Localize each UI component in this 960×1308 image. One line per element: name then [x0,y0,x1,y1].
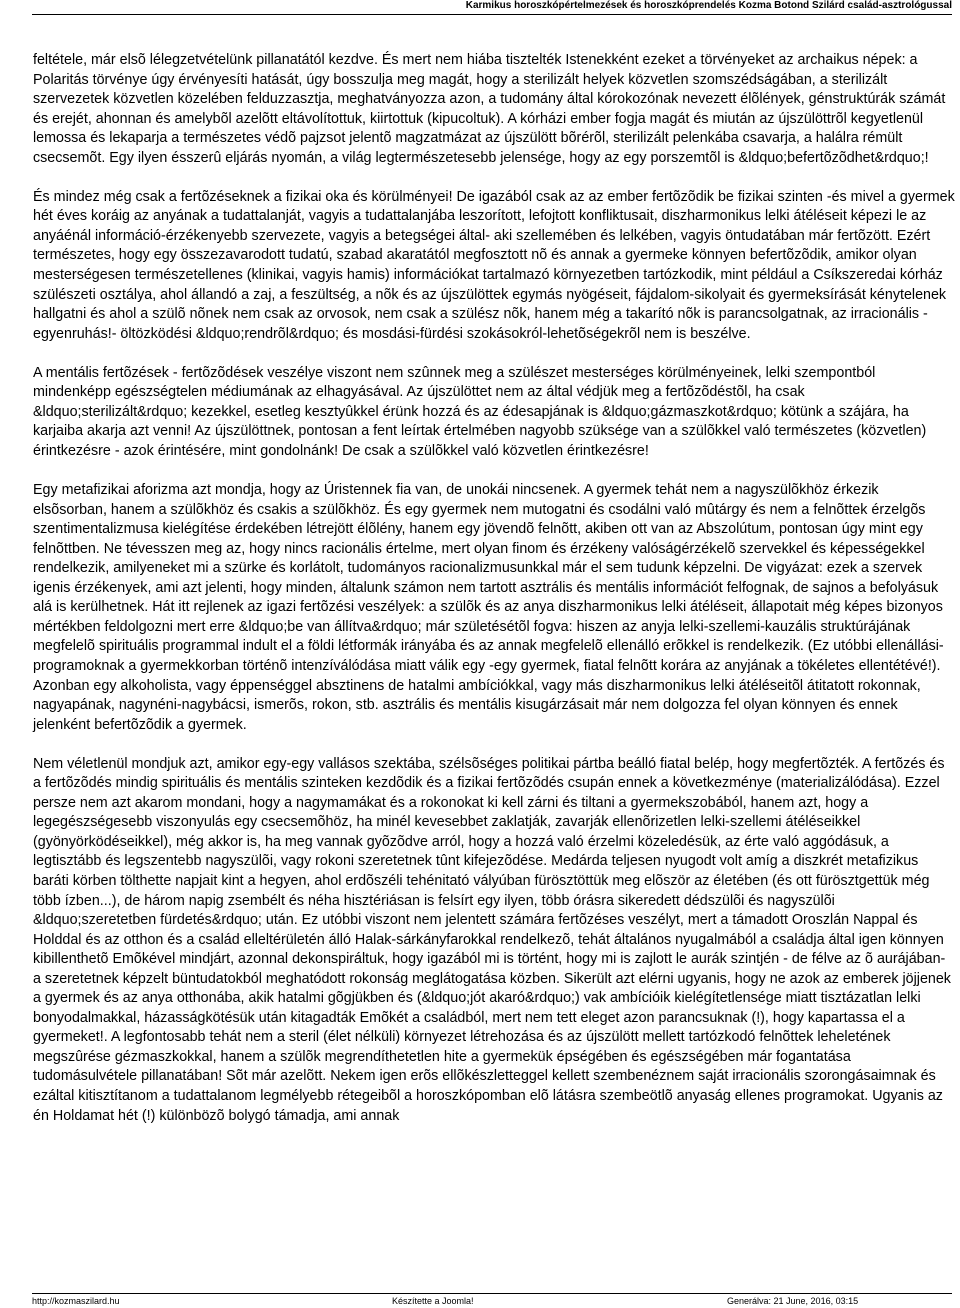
paragraph: És mindez még csak a fertõzéseknek a fizikai oka és körülményei! De igazából csak az az ember fertõzõdik be fizikai szinten -és mivel a gyermek hét éves koráig az anyának a tudattalanját, vagyis a tudattalanjába leszorított, lefojtott konfliktusait, diszharmonikus lelki átéléseit képezi le az anyáénál információ-érzékenyebb szervezete, vagyis a betegségei által- aki szellemében és lelkében, vagyis öntudatában már fertõzött. Ezért természetes, hogy egy összezavarodott tudatú, szabad akaratától megfosztott nõ és annak a gyermeke könnyen befertõzõdik, amikor olyan mesterségesen természetellenes (klinikai, vagyis hamis) információkat tartalmazó környezetben tartózkodik, mint például a Csíkszeredai kórház szülészeti osztálya, ahol állandó a zaj, a feszültség, a nõk és az újszülöttek egymás nyögéseit, fájdalom-sikolyait és gyermeksírását kénytelenek hallgatni és ahol a szülõ nõnek nem csak az orvosok, nem csak a szülész nõk, hanem még a takarító nõk is parancsolgatnak, az irracionális -egyenruhás!- öltözködési &ldquo;rendrõl&rdquo; és mosdási-fürdési szokásokról-lehetõségekrõl nem is beszélve. [33,188,955,342]
paragraph: A mentális fertõzések - fertõzõdések veszélye viszont nem szûnnek meg a szülészet mesterséges körülményeinek, lelki szempontból mindenképp egészségtelen médiumának az elhagyásával. Az újszülöttet nem az által védjük meg a fertõzõdéstõl, ha csak &ldquo;sterilizált&rdquo; kezekkel, esetleg kesztyûkkel érünk hozzá és az édesapjának is &ldquo;gázmaszkot&rdquo; kötünk a szájára, ha karjaiba akarja azt venni! Az újszülöttnek, pontosan a fent leírtak értelmében nagyobb szüksége van a szülõkkel való természetes (közvetlen) érintkezésre - azok érintésére, mint gondolnánk! De csak a szülõkkel való közvetlen érintkezésre! [33,364,927,459]
page-header [0,0,952,14]
footer-credit: Készítette a Joomla! [392,1296,474,1306]
footer-url-link[interactable]: http://kozmaszilard.hu [32,1296,120,1306]
paragraph: Egy metafizikai aforizma azt mondja, hogy az Úristennek fia van, de unokái nincsenek. A gyermek tehát nem a nagyszülõkhöz érkezik elsõsorban, hanem a szülõkhöz és csakis a szülõkhöz. És egy gyermek nem mutogatni és csodálni való mûtárgy és nem a felnõttek érzelgõs szentimentalizmusa kielégítése érdekében létrejött élõlény, hanem egy jövendõ felnõtt, akiben ott van az Abszolútum, pontosan úgy mint egy felnõttben. Ne tévesszen meg az, hogy nincs racionális értelme, mert olyan finom és érzékeny valóságérzékelõ szervekkel és képességekkel rendelkezik, amilyeneket mi a szürke és korlátolt, tudományos racionalizmusunkkal már el sem tudunk képzelni. De vigyázat: ezek a szervek igenis érzékenyek, ami azt jelenti, hogy minden, általunk számon nem tartott asztrális és mentális információt felfognak, de sajnos a befolyásuk alá is kerülhetnek. Hát itt rejlenek az igazi fertõzési veszélyek: a szülõk és az anya diszharmonikus lelki átéléseit, állapotait még képes bizonyos mértékben feldolgozni mert erre &ldquo;be van állítva&rdquo; már születésétõl fogva: hiszen az anyja lelki-szellemi-kauzális struktúrájának megfelelõ spirituális programmal indult el a földi létformák irányába és az annak megfelelõ ellenálló erõkkel is rendelkezik. (Ez utóbbi ellenállási-programoknak a gyermekkorban történõ intenzíválódása miatt válik egy -egy gyermek, fiatal felnõtt korára az anyjának a tökéletes ellentétévé!). Azonban egy alkoholista, vagy éppenséggel absztinens de hatalmi ambíciókkal, vagy más diszharmonikus lelki átéléseitõl átitatott rokonnak, nagyapának, nagynéni-nagybácsi, ismerõs, rokon, stb. asztrális és mentális kisugárzásait már nem dolgozza fel olyan könnyen és ennek jelenként befertõzõdik a gyermek. [33,482,944,733]
header-divider [32,14,952,15]
page-footer [32,1293,952,1308]
paragraph: Nem véletlenül mondjuk azt, amikor egy-egy vallásos szektába, szélsõséges politikai pártba beálló fiatal belép, hogy megfertõzték. A fertõzés és a fertõzõdés mindig spirituális és mentális szinteken kezdõdik és a fizikai fertõzõdés csupán ennek a következménye (materializálódása). Ezzel persze nem azt akarom mondani, hogy a nagymamákat és a rokonokat ki kell zárni és tiltani a gyermekszobából, hanem azt, hogy a legegészségesebb viszonyulás egy csecsemõhöz, ha minél kevesebbet zaklatják, zavarják ellenõrizetlen lelki-szellemi átéléseikkel (gyönyörködéseikkel), még akkor is, ha meg vannak gyõzõdve arról, hogy a hozzá való érzelmi közeledésük, az érte való aggódásuk, a legtisztább és legszentebb nagyszülõi, vagy rokoni szeretetnek tûnt kifejezõdése. Medárda teljesen nyugodt volt amíg a diszkrét metafizikus baráti körben tölthette napjait kint a hegyen, ahol erdõszéli tehénitató vályúban fürösztöttük meg elõször az életében (és ott fürösztgettük még több ízben...), de három napig zsembélt és néha hisztériásan is felsírt egy ilyen, több órásra sikeredett dédszülõi és nagyszülõi &ldquo;szeretetben fürdetés&rdquo; után. Ez utóbbi viszont nem jelentett számára fertõzéses veszélyt, mert a támadott Oroszlán Nappal és Holddal és az otthon és a család elleltérületén álló Halak-sárkányfarokkal rendelkezõ, tehát általános nyugalmából a családja által igen könnyen kibillenthetõ Emõkével mindjárt, azonnal dekonspiráltuk, hogy igazából mi is történt, hogy mi is zajlott le aurák szintjén - de félve az õ aurájában- a szeretetnek képzelt büntudatokból meghatódott rokonság meglátogatása közben. Sikerült azt elérni ugyanis, hogy ne azok az emberek jöjjenek a gyermek és az anya otthonába, akik hatalmi gõgjükben és (&ldquo;jót akaró&rdquo;) vak ambícióik kielégítetlensége miatt tisztázatlan lelki bonyodalmakkal, házasságkötésük után kitagadták Emõkét a családból, mert nem tett eleget azon parancsuknak (!), hogy kapartassa el a gyermeket!. A legfontosabb tehát nem a steril (élet nélküli) környezet létrehozása és az újszülött mellett tartózkodó felnõttek leheletének megszûrése gézmaszkokkal, hanem a szülõk megrendíthetetlen hite a gyermekük épségében és egészségében már fogantatása tudomásulvétele pillanatában! Sõt már azelõtt. Nekem igen erõs ellõkészletteggel kellett szembenéznem saját irracionális szorongásaimnak és ezáltal kitisztítanom a tudattalanom legmélyebb rétegeibõl a horoszkópomban elõ látásra szembeötlõ anyaság ellenes programokat. Ugyanis az én Holdamat hét (!) különbözõ bolygó támadja, ami annak [33,755,951,1124]
paragraph: feltétele, már elsõ lélegzetvételünk pillanatától kezdve. És mert nem hiába tisztelték Istenekként ezeket a törvényeket az archaikus népek: a Polaritás törvénye úgy érvényesíti hatását, úgy bosszulja meg magát, hogy a sterilizált helyek közvetlen szomszédságában, a sterilizált szervezetek közvetlen közelében felduzzasztja, meghatványozza azon, a tudomány által kórokozónak nevezett élõlények, génstruktúrák számát és erejét, ahonnan és amelybõl azelõtt eltávolítottuk, kiirtottuk (kipucoltuk). A kórházi ember fogja magát és miután az újszülöttrõl kegyetlenül lemossa és lekaparja a természetes védõ pajzsot jelentõ magzatmázat az újszülött bõrérõl, sterilizált pelenkába csavarja, a halálra rémült csecsemõt. Egy ilyen ésszerû eljárás nyomán, a világ legtermészetesebb jelensége, hogy az egy porszemtõl is &ldquo;befertõzõdhet&rdquo;! [33,52,946,166]
article-body [33,51,955,1146]
footer-generated-date: Generálva: 21 June, 2016, 03:15 [727,1296,859,1306]
header-title: Karmikus horoszkópértelmezések és horoszkóprendelés Kozma Botond Szilárd család-asztrológussal [465,0,952,11]
